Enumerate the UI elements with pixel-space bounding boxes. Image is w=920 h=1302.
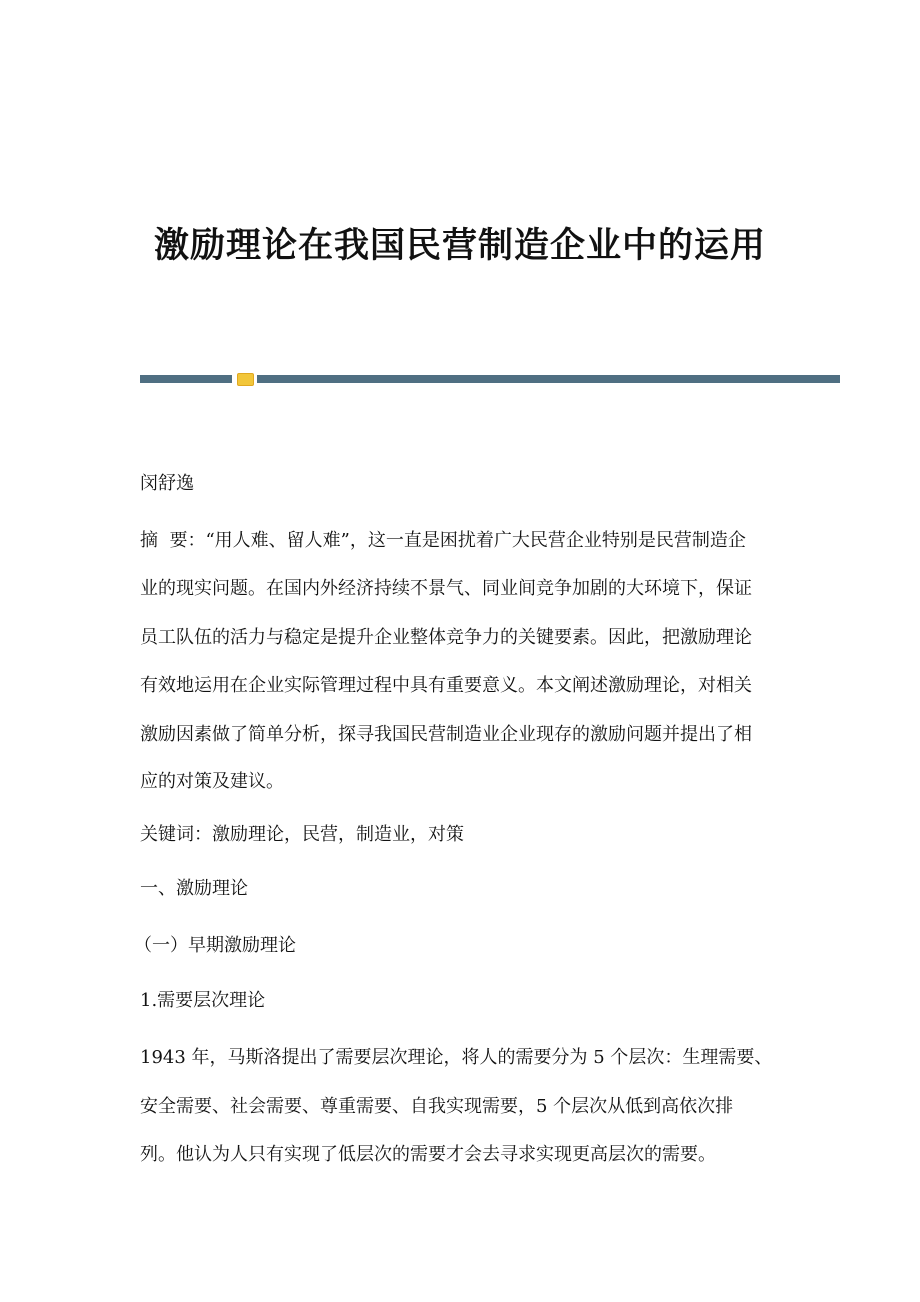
body-line: 安全需要、社会需要、尊重需要、自我实现需要，5 个层次从低到高依次排 xyxy=(140,1096,734,1117)
keywords: 关键词：激励理论，民营，制造业，对策 xyxy=(140,824,464,845)
item-heading: 1.需要层次理论 xyxy=(140,990,266,1011)
body-line: 列。他认为人只有实现了低层次的需要才会去寻求实现更高层次的需要。 xyxy=(140,1144,716,1165)
divider-ornament-icon xyxy=(237,373,254,386)
abstract-line: 激励因素做了简单分析，探寻我国民营制造业企业现存的激励问题并提出了相 xyxy=(140,724,752,745)
abstract-line: 应的对策及建议。 xyxy=(140,771,284,792)
abstract-line: 业的现实问题。在国内外经济持续不景气、同业间竞争加剧的大环境下，保证 xyxy=(140,578,752,599)
divider-right xyxy=(257,375,840,383)
abstract-line: 摘 要：“用人难、留人难”，这一直是困扰着广大民营企业特别是民营制造企 xyxy=(140,530,746,551)
abstract-line: 员工队伍的活力与稳定是提升企业整体竞争力的关键要素。因此，把激励理论 xyxy=(140,627,752,648)
document-title: 激励理论在我国民营制造企业中的运用 xyxy=(153,225,766,266)
author: 闵舒逸 xyxy=(140,473,194,494)
subsection-heading: （一）早期激励理论 xyxy=(134,935,296,956)
abstract-line: 有效地运用在企业实际管理过程中具有重要意义。本文阐述激励理论，对相关 xyxy=(140,675,752,696)
body-line: 1943 年，马斯洛提出了需要层次理论，将人的需要分为 5 个层次：生理需要、 xyxy=(140,1047,773,1068)
divider-left xyxy=(140,375,232,383)
section-heading: 一、激励理论 xyxy=(140,878,248,899)
